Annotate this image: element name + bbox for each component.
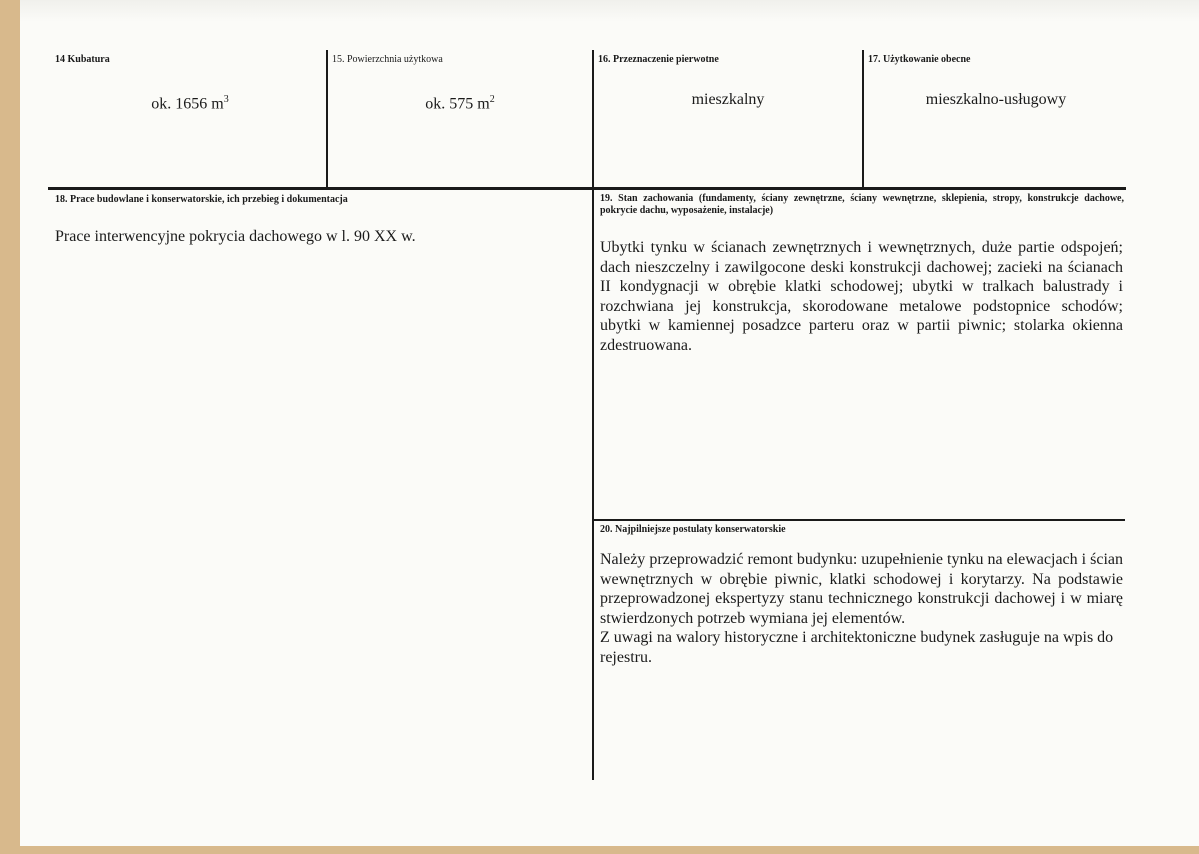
field-17-label: 17. Użytkowanie obecne <box>868 54 971 65</box>
field-15-label: 15. Powierzchnia użytkowa <box>332 54 443 65</box>
field-16-label: 16. Przeznaczenie pierwotne <box>598 54 719 65</box>
divider <box>592 50 594 780</box>
divider <box>594 519 1125 521</box>
field-17-value: mieszkalno-usługowy <box>925 91 1067 108</box>
divider <box>862 50 864 188</box>
divider <box>48 187 1126 190</box>
field-14-value: ok. 1656 $m^3$ <box>151 94 229 113</box>
field-16-value: mieszkalny <box>691 91 765 108</box>
field-20-paragraph-1: Należy przeprowadzić remont budynku: uzupełnienie tynku na elewacjach i ścian wewnętrznych w obrębie piwnic, klatki schodowej i korytarzy. Na podstawie przeprowadzonej ekspertyzy stanu technicznego konstrukcji dachowej i w miarę stwierdzonych potrzeb wymiana jej elementów. <box>600 551 1123 627</box>
divider <box>326 50 328 188</box>
field-20-label: 20. Najpilniejsze postulaty konserwatorskie <box>600 524 786 535</box>
document-page <box>20 0 1199 846</box>
page-fold <box>20 0 1199 22</box>
field-19-label: 19. Stan zachowania (fundamenty, ściany zewnętrzne, ściany wewnętrzne, sklepienia, stropy, konstrukcje dachowe, pokrycie dachu, wyposażenie, instalacje) <box>600 193 1124 216</box>
field-15-value: ok. 575 $m^2$ <box>425 94 495 113</box>
field-20-paragraph-2: Z uwagi na walory historyczne i architektoniczne budynek zasługuje na wpis do rejestru. <box>600 629 1114 666</box>
field-14-label: 14 Kubatura <box>55 54 110 65</box>
field-18-label: 18. Prace budowlane i konserwatorskie, ich przebieg i dokumentacja <box>55 194 348 205</box>
field-18-value: Prace interwencyjne pokrycia dachowego w l. 90 XX w. <box>55 228 416 245</box>
field-20-value <box>600 550 1123 667</box>
field-19-value: Ubytki tynku w ścianach zewnętrznych i wewnętrznych, duże partie odspojeń; dach nieszczelny i zawilgocone deski konstrukcji dachowej; zacieki na ścianach II kondygnacji w obrębie klatki schodowej; ubytki w tralkach balustrady i rozchwiana jej konstrukcja, skorodowane metalowe podstopnice schodów; ubytki w kamiennej posadzce parteru oraz w partii piwnic; stolarka okienna zdestruowana. <box>600 239 1123 354</box>
